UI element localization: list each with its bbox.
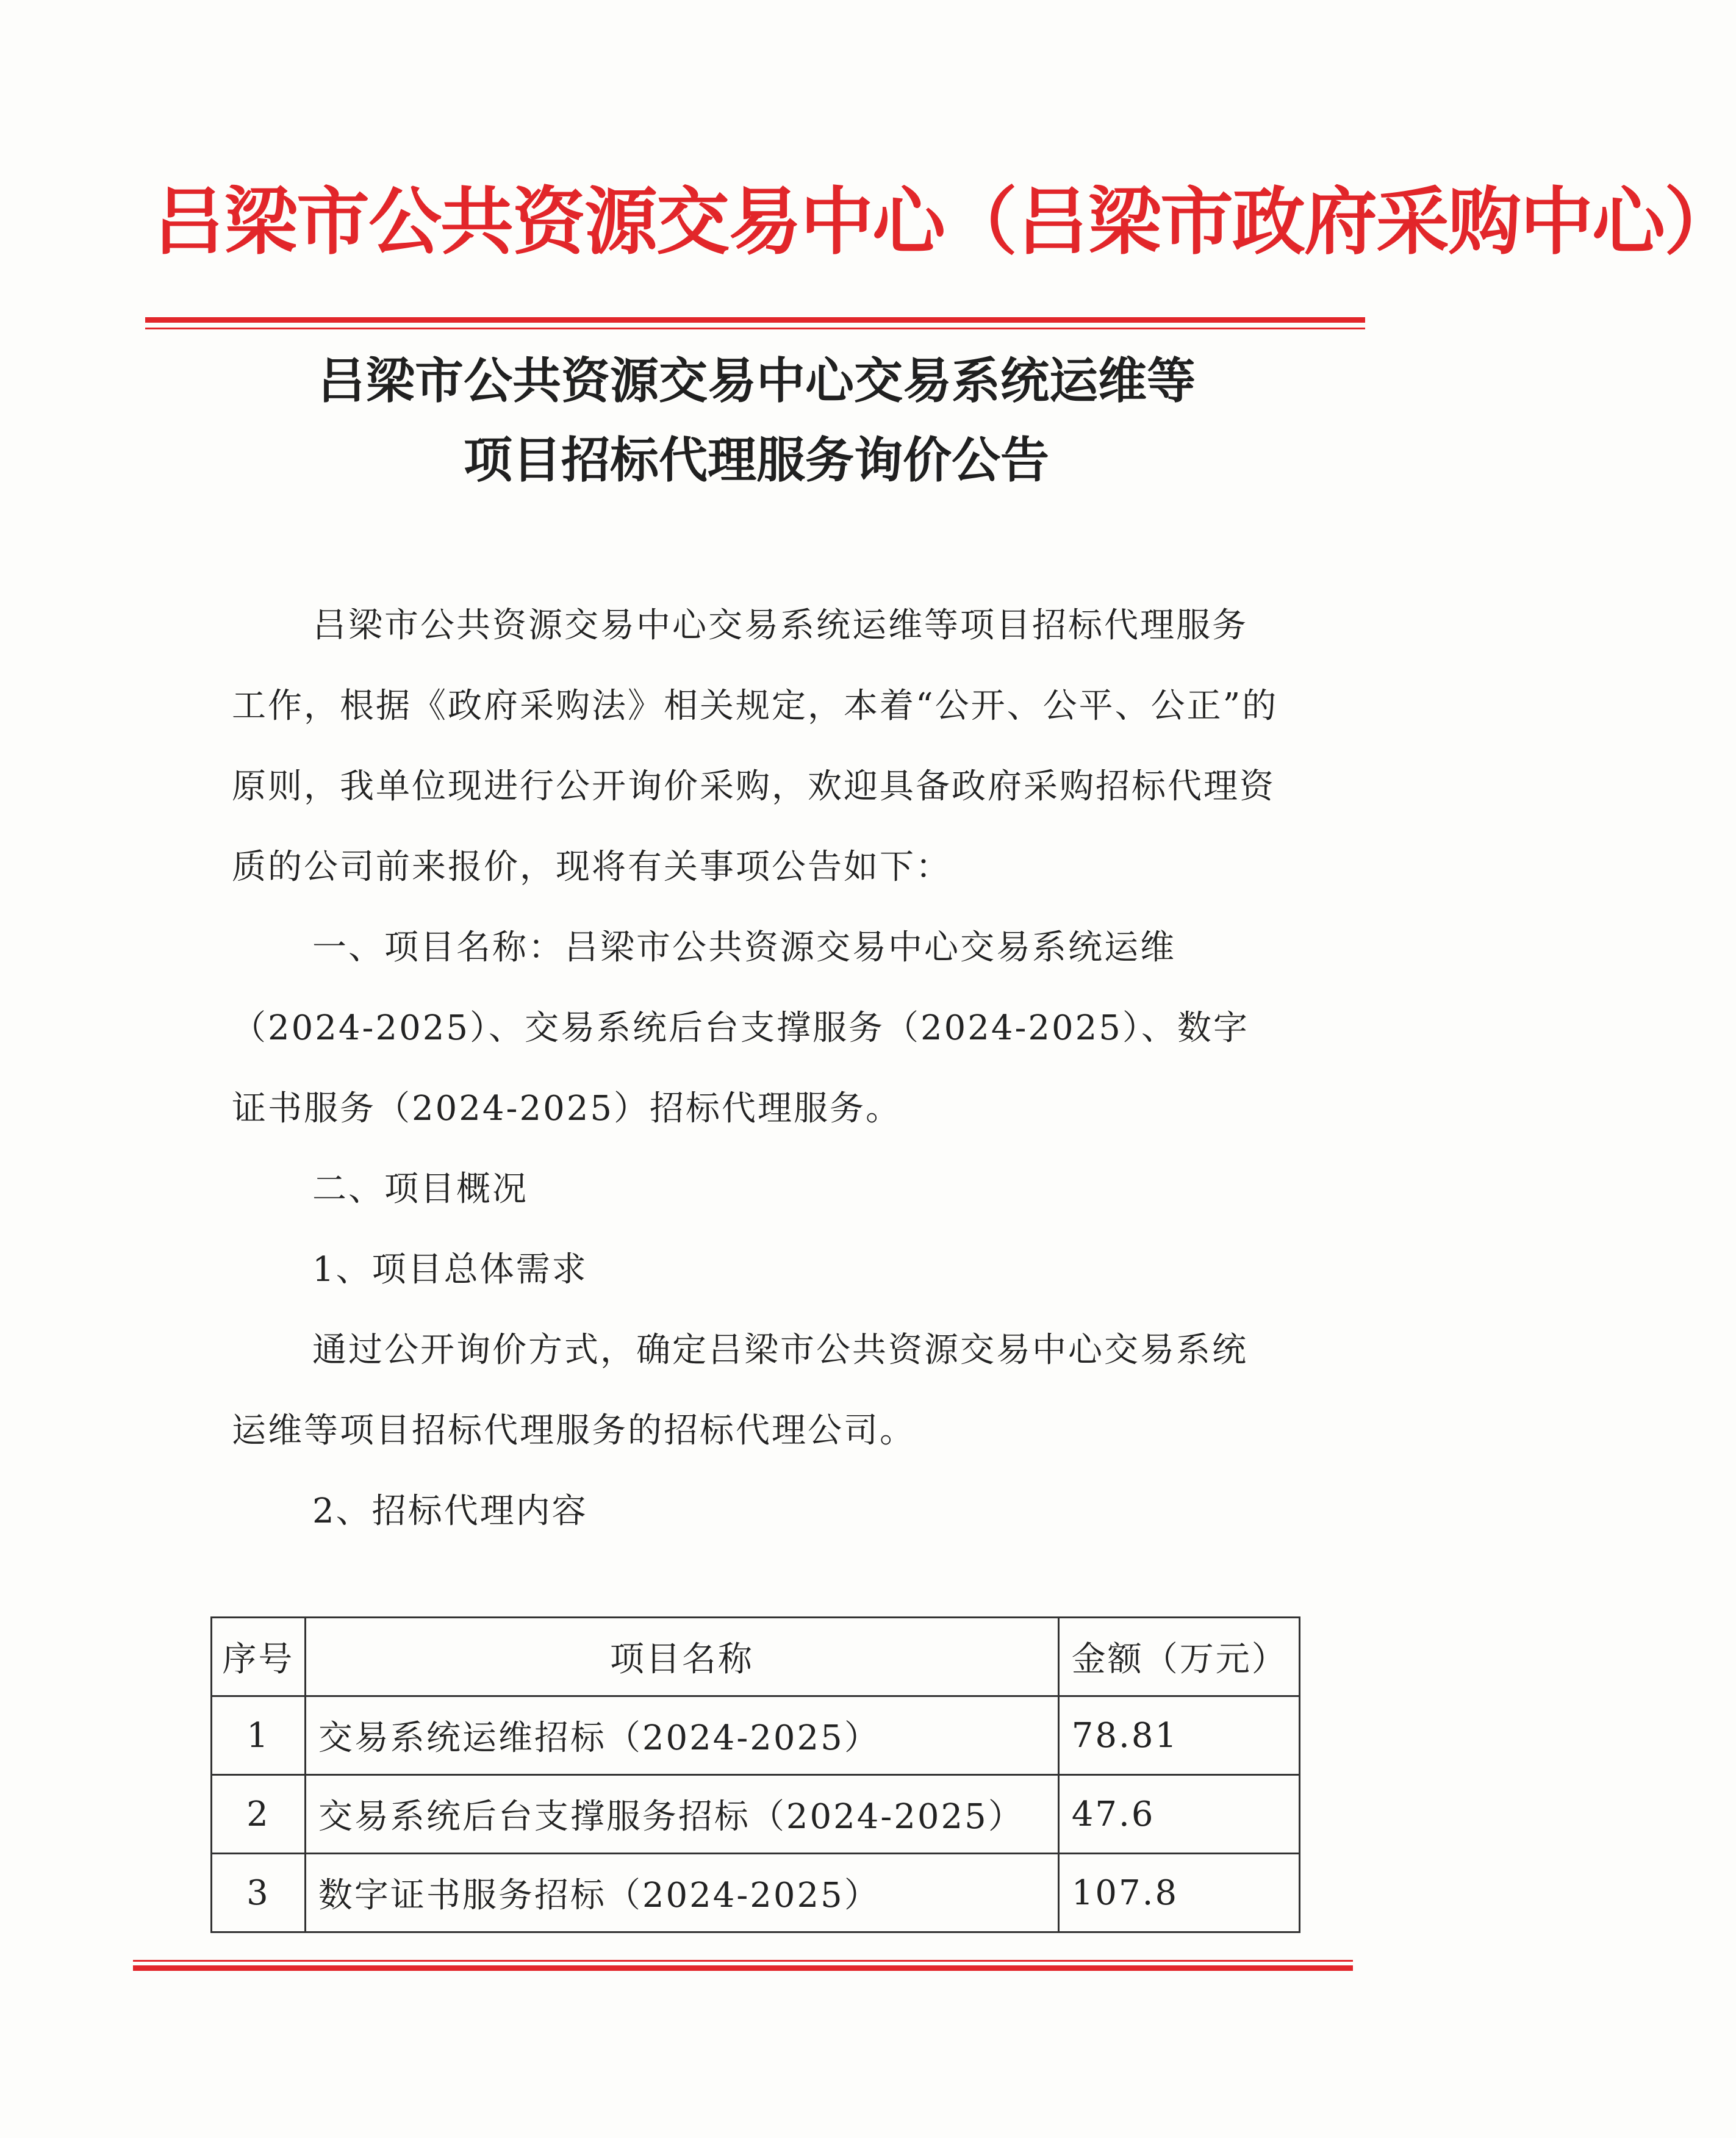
header-serial-no: 序号: [212, 1618, 306, 1696]
footer-rule-thick: [133, 1965, 1353, 1971]
header-amount: 金额（万元）: [1058, 1618, 1299, 1696]
row-amount: 47.6: [1058, 1775, 1299, 1854]
section-2-heading: 二、项目概况: [312, 1169, 528, 1209]
letterhead-org-name: 吕梁市公共资源交易中心（吕梁市政府采购中心）: [152, 180, 1736, 265]
header-project-name: 项目名称: [305, 1618, 1058, 1696]
document-title-line-2: 项目招标代理服务询价公告: [464, 432, 1049, 489]
document-body: [232, 586, 1281, 1552]
row-serial-no: 1: [212, 1696, 306, 1775]
row-amount: 107.8: [1058, 1854, 1299, 1932]
row-project-name: 交易系统运维招标（2024-2025）: [305, 1696, 1058, 1775]
row-serial-no: 3: [212, 1854, 306, 1932]
intro-paragraph: 吕梁市公共资源交易中心交易系统运维等项目招标代理服务工作，根据《政府采购法》相关规定，本着“公开、公平、公正”的原则，我单位现进行公开询价采购，欢迎具备政府采购招标代理资质的公司前来报价，现将有关事项公告如下：: [232, 606, 1279, 887]
section-2-1-heading: 1、项目总体需求: [312, 1250, 588, 1290]
section-2-1-text: 通过公开询价方式，确定吕梁市公共资源交易中心交易系统运维等项目招标代理服务的招标代理公司。: [232, 1330, 1248, 1451]
row-amount: 78.81: [1058, 1696, 1299, 1775]
row-project-name: 交易系统后台支撑服务招标（2024-2025）: [305, 1775, 1058, 1854]
row-project-name: 数字证书服务招标（2024-2025）: [305, 1854, 1058, 1932]
letterhead-rule-thin: [145, 328, 1365, 329]
section-2-2-heading: 2、招标代理内容: [312, 1491, 588, 1531]
table-row: [212, 1854, 1300, 1932]
letterhead-rule-thick: [145, 317, 1365, 323]
footer-rule-thin: [133, 1960, 1353, 1962]
table-row: [212, 1696, 1300, 1775]
row-serial-no: 2: [212, 1775, 306, 1854]
agency-content-table: [210, 1616, 1300, 1933]
table-header-row: [212, 1618, 1300, 1696]
section-1-project-name: 一、项目名称：吕梁市公共资源交易中心交易系统运维（2024-2025）、交易系统后台支撑服务（2024-2025）、数字证书服务（2024-2025）招标代理服务。: [232, 928, 1249, 1128]
table-row: [212, 1775, 1300, 1854]
document-title-line-1: 吕梁市公共资源交易中心交易系统运维等: [317, 353, 1196, 409]
